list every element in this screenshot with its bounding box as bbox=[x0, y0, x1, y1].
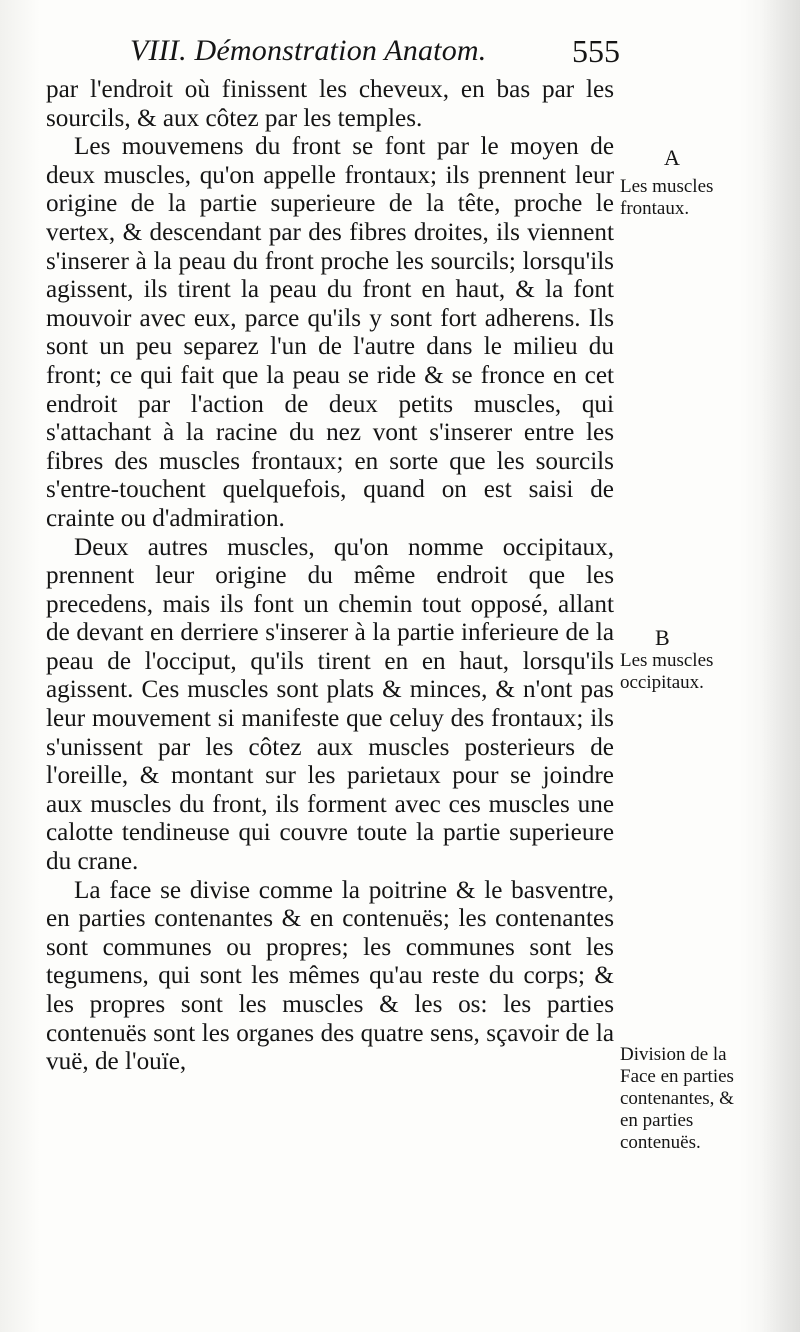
margin-note-face-division: Division de la Face en parties contenantes, & en parties contenuës. bbox=[620, 1044, 734, 1153]
margin-note-frontal: Les muscles frontaux. bbox=[620, 176, 714, 219]
page-header bbox=[130, 30, 620, 72]
margin-note-letter-a: A bbox=[664, 145, 680, 170]
margin-note-occipital: Les muscles occipitaux. bbox=[620, 650, 714, 693]
running-head: VIII. Démonstration Anatom. bbox=[130, 34, 487, 67]
page-number: 555 bbox=[572, 33, 620, 69]
margin-note-letter-b: B bbox=[655, 625, 670, 650]
paragraph-face-division: La face se divise comme la poitrine & le basventre, en parties contenantes & en contenuës; les contenantes sont communes ou propres; les communes sont les tegumens, qui sont les mêmes qu'au reste du corps; & les propres sont les muscles & les os: les parties contenuës sont les organes des quatre sens, sçavoir de la vuë, de l'ouïe, bbox=[46, 876, 614, 1076]
paragraph-occipital-muscles: Deux autres muscles, qu'on nomme occipitaux, prennent leur origine du même endroit que les precedens, mais ils font un chemin tout opposé, allant de devant en derriere s'inserer à la partie inferieure de la peau de l'occiput, qu'ils tirent en en haut, lorsqu'ils agissent. Ces muscles sont plats & minces, & n'ont pas leur mouvement si manifeste que celuy des frontaux; ils s'unissent par les côtez aux muscles posterieurs de l'oreille, & montant sur les parietaux pour se joindre aux muscles du front, ils forment avec ces muscles une calotte tendineuse qui couvre toute la partie superieure du crane. bbox=[46, 533, 614, 876]
body-text bbox=[46, 76, 614, 1077]
paragraph-frontal-muscles: Les mouvemens du front se font par le moyen de deux muscles, qu'on appelle frontaux; ils prennent leur origine de la partie superieure de la tête, proche le vertex, & descendant par des fibres droites, ils viennent s'inserer à la peau du front proche les sourcils; lorsqu'ils agissent, ils tirent la peau du front en haut, & la font mouvoir avec eux, parce qu'ils y sont fort adherens. Ils sont un peu separez l'un de l'autre dans le milieu du front; ce qui fait que la peau se ride & se fronce en cet endroit par l'action de deux petits muscles, qui s'attachant à la racine du nez vont s'inserer entre les fibres des muscles frontaux; en sorte que les sourcils s'entre-touchent quelquefois, quand on est saisi de crainte ou d'admiration. bbox=[46, 133, 614, 532]
paragraph-continuation: par l'endroit où finissent les cheveux, en bas par les sourcils, & aux côtez par les temples. bbox=[46, 76, 614, 132]
page-edge-shadow bbox=[760, 0, 800, 1332]
